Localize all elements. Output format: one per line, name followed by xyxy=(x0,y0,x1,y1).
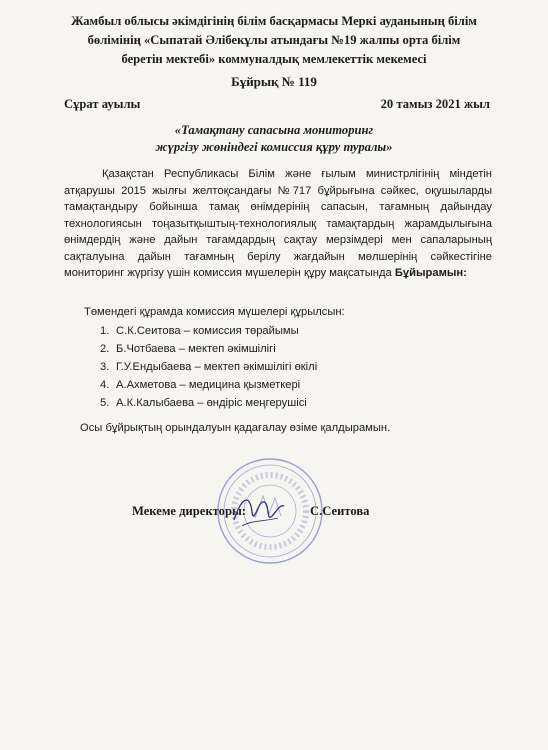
item-number: 4. xyxy=(100,379,110,391)
list-item xyxy=(100,322,317,340)
signature-scribble-icon xyxy=(228,486,288,536)
command-word: Бұйырамын: xyxy=(394,267,467,279)
members-list xyxy=(100,322,317,412)
body-paragraph: Қазақстан Республикасы Білім және ғылым министрлігінің міндетін атқарушы 2015 жылғы желтоқсандағы №717 бұйрығына сәйкес, оқушыларды тамақтандыру бойынша тамақ өнімдерінің сапасын, тағамның дайындау технологиясын тоңазытқыштың-технологиялық тамақтардың жарамдылығына өнімдердің және дайын тағамдардың сақтау мерзімдері мен сапаларының сақталуына дайын тағамның берілу жағдайын мөлшерінің сәйкестігіне мониторинг жүргізу үшін комиссия мүшелерін құру мақсатында xyxy=(64,168,492,279)
list-item xyxy=(100,376,317,394)
order-body xyxy=(64,166,492,282)
item-number: 3. xyxy=(100,361,110,373)
closing-statement: Осы бұйрықтың орындалуын қадағалау өзіме қалдырамын. xyxy=(80,422,391,434)
signature-title: Мекеме директоры: xyxy=(132,504,246,518)
item-text: Б.Чотбаева – мектеп әкімшілігі xyxy=(116,343,276,355)
subject-line-2: жүргізу жөніндегі комиссия құру туралы» xyxy=(155,140,393,154)
item-text: А.К.Калыбаева – өндіріс меңгерушісі xyxy=(116,397,307,409)
order-date: 20 тамыз 2021 жыл xyxy=(380,97,490,111)
organization-header xyxy=(40,12,508,69)
members-intro: Төмендегі құрамда комиссия мүшелері құрылсын: xyxy=(84,306,345,318)
list-item xyxy=(100,358,317,376)
subject-line-1: «Тамақтану сапасына мониторинг xyxy=(174,123,374,137)
signatory-name: С.Сеитова xyxy=(310,504,370,518)
item-text: С.К.Сеитова – комиссия төрайымы xyxy=(116,325,299,337)
item-number: 1. xyxy=(100,325,110,337)
item-number: 5. xyxy=(100,397,110,409)
list-item xyxy=(100,394,317,412)
item-text: А.Ахметова – медицина қызметкері xyxy=(116,379,301,391)
order-title: Бұйрық № 119 xyxy=(231,74,317,89)
item-text: Г.У.Ендыбаева – мектеп әкімшілігі өкілі xyxy=(116,361,318,373)
order-subject xyxy=(100,122,448,156)
header-line-2: бөлімінің «Сыпатай Әлібекұлы атындағы №19 жалпы орта білім xyxy=(87,33,461,47)
order-place: Сұрат ауылы xyxy=(64,97,141,111)
list-item xyxy=(100,340,317,358)
header-line-1: Жамбыл облысы әкімдігінің білім басқармасы Меркі ауданының білім xyxy=(71,14,477,28)
header-line-3: беретін мектебі» коммуналдық мемлекеттік мекемесі xyxy=(121,52,427,66)
item-number: 2. xyxy=(100,343,110,355)
